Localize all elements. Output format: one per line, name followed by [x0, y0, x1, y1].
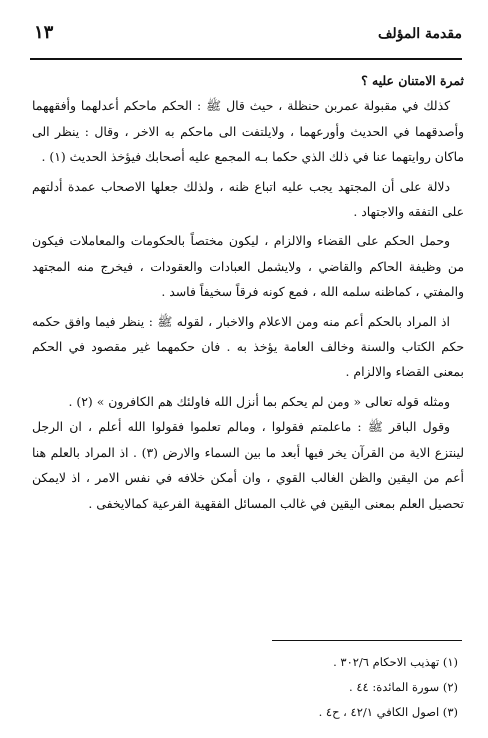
paragraph-6: وقول الباقر ﷺ : ماعلمتم فقولوا ، ومالم تعلموا فقولوا الله أعلم ، ان الرجل لينتزع الاية من القرآن يخر فيها أبعد ما بين السماء والارض (٣) . اذ المراد بالعلم هنا أعم من اليقين والظن الغالب القوي ، وان أمكن خلافه في نفس الامر ، اذ لايمكن تحصيل العلم بمعنى اليقين في غالب المسائل الفقهية الفرعية كمالايخفى .	[32, 419, 464, 511]
paragraph-4: اذ المراد بالحكم أعم منه ومن الاعلام والاخبار ، لقوله ﷺ : ينظر فيما وافق حكمه حكم الكتاب والسنة وخالف العامة يؤخذ به . فان حكمهما غير مقصود في الحكم بمعنى القضاء والالزام .	[32, 313, 464, 380]
paragraph-1: كذلك في مقبولة عمربن حنظلة ، حيث قال ﷺ : الحكم ماحكم أعدلهما وأفقههما وأصدقهما في الحديث وأورعهما ، ولايلتفت الى ماحكم به الاخر ، وقال : ينظر الى ماكان روايتهما عنا في ذلك الذي حكما بـه المجمع عليه أصحابك فيؤخذ الحديث (١) .	[32, 98, 464, 165]
footnote-2: (٢) سورة المائدة: ٤٤ .	[349, 680, 458, 694]
footnotes	[40, 650, 458, 725]
header-divider	[30, 58, 462, 60]
main-text	[32, 68, 464, 516]
footnote-1: (١) تهذيب الاحكام ٣٠٢/٦ .	[333, 655, 458, 669]
running-title: مقدمة المؤلف	[377, 26, 462, 42]
footnote-divider	[272, 640, 462, 641]
page-number: ١٣	[34, 22, 54, 43]
paragraph-2: دلالة على أن المجتهد يجب عليه اتباع ظنه ، ولذلك جعلها الاصحاب عمدة أدلتهم على التفقه والاجتهاد .	[32, 178, 464, 220]
paragraph-5: ومثله قوله تعالى « ومن لم يحكم بما أنزل الله فاولئك هم الكافرون » (٢) .	[68, 393, 450, 409]
page-header	[34, 22, 462, 52]
paragraph-3: وحمل الحكم على القضاء والالزام ، ليكون مختصاً بالحكومات والمعاملات فيكون من وظيفة الحاكم والقاضي ، ولايشمل العبادات والعقودات ، فيخرج منه المجتهد والمفتي ، كماظنه سلمه الله ، فمع كونه فرقاً سخيفاً فاسد .	[32, 233, 464, 300]
footnote-3: (٣) اصول الكافي ٤٢/١ ، ح٤ .	[318, 705, 458, 719]
section-heading: ثمرة الامتنان عليه ؟	[361, 73, 464, 88]
